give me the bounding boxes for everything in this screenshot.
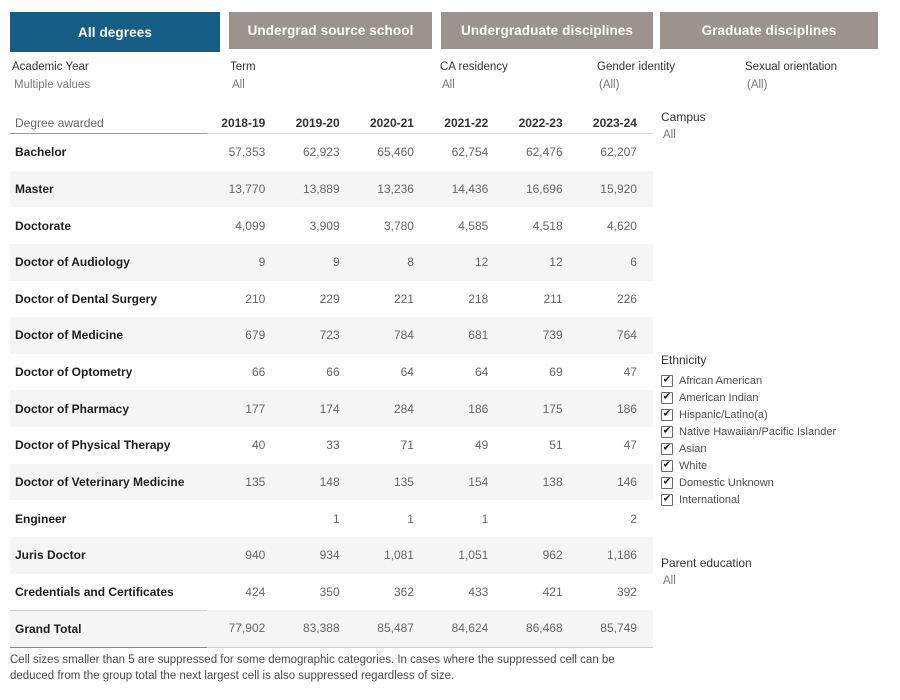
value-cell: 13,889 bbox=[302, 181, 340, 196]
suppression-footnote: Cell sizes smaller than 5 are suppressed for some demographic categories. In cases where the suppressed cell can be deduced from the group total the next largest cell is also suppressed regardless of size. bbox=[10, 654, 615, 682]
checkmark-icon: ✔ bbox=[662, 408, 672, 419]
value-cell: 4,585 bbox=[458, 218, 489, 233]
checkmark-icon: ✔ bbox=[662, 442, 672, 453]
value-cell: 186 bbox=[616, 401, 637, 416]
value-cell: 934 bbox=[319, 548, 340, 563]
checkmark-icon: ✔ bbox=[662, 425, 672, 436]
checkbox[interactable] bbox=[661, 443, 673, 455]
value-cell: 62,207 bbox=[600, 145, 637, 160]
filter-value-dropdown[interactable]: All bbox=[232, 79, 245, 91]
filter-gender-identity bbox=[597, 60, 675, 93]
value-cell: 3,780 bbox=[383, 218, 414, 233]
row-label: Credentials and Certificates bbox=[15, 584, 174, 599]
value-cell: 424 bbox=[245, 584, 266, 599]
table-row bbox=[10, 171, 653, 208]
ethnicity-option-american-indian[interactable] bbox=[661, 389, 836, 406]
value-cell: 4,518 bbox=[532, 218, 563, 233]
value-cell: 350 bbox=[319, 584, 340, 599]
checkbox[interactable] bbox=[661, 375, 673, 387]
value-cell: 284 bbox=[393, 401, 414, 416]
tab-graduate-disciplines[interactable]: Graduate disciplines bbox=[660, 12, 878, 49]
table-row-grand-total bbox=[10, 610, 653, 647]
value-cell: 146 bbox=[616, 474, 637, 489]
row-label: Bachelor bbox=[15, 145, 67, 160]
value-cell: 154 bbox=[468, 474, 489, 489]
table-row bbox=[10, 134, 653, 171]
table-row bbox=[10, 537, 653, 574]
table-row bbox=[10, 317, 653, 354]
table-bottom-border-data-segment bbox=[207, 647, 653, 648]
ethnicity-filter-label: Ethnicity bbox=[661, 353, 707, 367]
value-cell: 12 bbox=[474, 255, 489, 270]
value-cell bbox=[207, 500, 281, 537]
campus-filter-label: Campus bbox=[661, 110, 706, 124]
row-label: Doctor of Pharmacy bbox=[15, 401, 130, 416]
value-cell: 177 bbox=[245, 401, 266, 416]
filter-term bbox=[230, 60, 256, 93]
column-header-2018-19: 2018-19 bbox=[207, 113, 281, 134]
parent-education-filter bbox=[661, 556, 752, 589]
value-cell: 211 bbox=[543, 291, 563, 306]
value-cell: 221 bbox=[393, 291, 414, 306]
table-row bbox=[10, 464, 653, 501]
filter-label: Sexual orientation bbox=[745, 61, 838, 73]
campus-filter-value[interactable]: All bbox=[663, 129, 676, 141]
value-cell: 784 bbox=[393, 328, 414, 343]
row-label: Master bbox=[15, 181, 54, 196]
tab-bar bbox=[0, 0, 900, 56]
value-cell: 3,909 bbox=[309, 218, 340, 233]
checkmark-icon: ✔ bbox=[662, 476, 672, 487]
value-cell: 9 bbox=[258, 255, 266, 270]
row-label: Doctor of Dental Surgery bbox=[15, 291, 158, 306]
value-cell: 15,920 bbox=[600, 181, 637, 196]
value-cell: 77,902 bbox=[228, 621, 266, 636]
value-cell: 362 bbox=[393, 584, 414, 599]
filter-sexual-orientation bbox=[745, 60, 837, 93]
filter-value-dropdown[interactable]: All bbox=[442, 79, 455, 91]
value-cell: 764 bbox=[616, 328, 637, 343]
ethnicity-filter bbox=[661, 353, 836, 508]
table-header-row bbox=[10, 113, 653, 134]
value-cell: 1,081 bbox=[383, 548, 414, 563]
value-cell: 679 bbox=[245, 328, 266, 343]
value-cell: 16,696 bbox=[525, 181, 563, 196]
checkbox-label: International bbox=[679, 493, 740, 506]
value-cell: 174 bbox=[319, 401, 340, 416]
value-cell: 66 bbox=[326, 365, 340, 380]
row-label: Doctor of Veterinary Medicine bbox=[15, 474, 185, 489]
checkbox-label: Hispanic/Latino(a) bbox=[679, 408, 768, 421]
row-label: Grand Total bbox=[10, 610, 207, 647]
table-row bbox=[10, 390, 653, 427]
filter-label: Academic Year bbox=[12, 61, 89, 73]
checkbox[interactable] bbox=[661, 409, 673, 421]
ethnicity-option-list bbox=[661, 372, 836, 508]
value-cell: 62,923 bbox=[302, 145, 340, 160]
value-cell: 392 bbox=[616, 584, 637, 599]
value-cell: 723 bbox=[319, 328, 340, 343]
value-cell: 62,476 bbox=[525, 145, 563, 160]
checkbox-label: Native Hawaiian/Pacific Islander bbox=[679, 425, 837, 438]
ethnicity-option-domestic-unknown[interactable] bbox=[661, 474, 836, 491]
value-cell: 69 bbox=[549, 365, 563, 380]
parent-education-filter-label: Parent education bbox=[661, 556, 752, 570]
checkbox-label: Asian bbox=[679, 442, 707, 455]
value-cell: 138 bbox=[542, 474, 563, 489]
value-cell: 218 bbox=[468, 291, 489, 306]
value-cell: 85,487 bbox=[377, 621, 414, 636]
value-cell: 12 bbox=[549, 255, 563, 270]
filter-academic-year bbox=[12, 60, 90, 93]
value-cell: 64 bbox=[474, 365, 489, 380]
value-cell: 84,624 bbox=[451, 621, 489, 636]
ethnicity-option-african-american[interactable] bbox=[661, 372, 836, 389]
value-cell: 4,620 bbox=[606, 218, 637, 233]
value-cell: 1 bbox=[407, 511, 414, 526]
filter-label: CA residency bbox=[440, 61, 508, 73]
filter-value-dropdown[interactable]: Multiple values bbox=[14, 79, 91, 91]
row-label: Doctor of Physical Therapy bbox=[15, 438, 171, 453]
row-header-label: Degree awarded bbox=[10, 113, 207, 134]
checkbox[interactable] bbox=[661, 392, 673, 404]
value-cell: 71 bbox=[400, 438, 414, 453]
value-cell: 226 bbox=[616, 291, 637, 306]
tab-undergrad-source-school[interactable]: Undergrad source school bbox=[229, 12, 432, 49]
row-label: Doctor of Audiology bbox=[15, 255, 130, 270]
value-cell: 210 bbox=[245, 291, 266, 306]
column-header-2023-24: 2023-24 bbox=[579, 113, 653, 134]
value-cell: 175 bbox=[542, 401, 563, 416]
column-header-2019-20: 2019-20 bbox=[281, 113, 355, 134]
value-cell: 739 bbox=[542, 328, 563, 343]
column-header-2021-22: 2021-22 bbox=[430, 113, 504, 134]
value-cell: 148 bbox=[319, 474, 340, 489]
value-cell: 229 bbox=[319, 291, 340, 306]
checkbox[interactable] bbox=[661, 426, 673, 438]
table-row bbox=[10, 427, 653, 464]
tab-all-degrees[interactable]: All degrees bbox=[10, 12, 220, 52]
value-cell: 2 bbox=[630, 511, 637, 526]
value-cell: 1,051 bbox=[458, 548, 489, 563]
value-cell: 8 bbox=[407, 255, 414, 270]
value-cell: 57,353 bbox=[228, 145, 266, 160]
row-label: Doctor of Medicine bbox=[15, 328, 124, 343]
table-bottom-border-label-segment bbox=[10, 647, 207, 648]
value-cell: 9 bbox=[332, 255, 340, 270]
value-cell: 4,099 bbox=[235, 218, 266, 233]
table-row bbox=[10, 207, 653, 244]
value-cell: 51 bbox=[549, 438, 563, 453]
value-cell: 49 bbox=[474, 438, 489, 453]
value-cell: 433 bbox=[468, 584, 489, 599]
value-cell: 1 bbox=[332, 511, 340, 526]
table-body bbox=[10, 134, 653, 647]
checkmark-icon: ✔ bbox=[662, 374, 672, 385]
value-cell: 83,388 bbox=[302, 621, 340, 636]
checkmark-icon: ✔ bbox=[662, 493, 672, 504]
filter-value-dropdown[interactable]: (All) bbox=[747, 79, 768, 91]
ethnicity-option-hispanic-latino-a-[interactable] bbox=[661, 406, 836, 423]
checkmark-icon: ✔ bbox=[662, 459, 672, 470]
value-cell: 962 bbox=[542, 548, 563, 563]
table-row bbox=[10, 500, 653, 537]
checkbox-label: African American bbox=[679, 374, 763, 387]
tab-undergraduate-disciplines[interactable]: Undergraduate disciplines bbox=[441, 12, 653, 49]
table-bottom-border bbox=[10, 647, 653, 648]
value-cell bbox=[504, 500, 578, 537]
filter-label: Term bbox=[230, 61, 256, 73]
row-label: Juris Doctor bbox=[15, 548, 86, 563]
value-cell: 940 bbox=[245, 548, 266, 563]
value-cell: 186 bbox=[468, 401, 489, 416]
value-cell: 681 bbox=[468, 328, 489, 343]
column-header-2022-23: 2022-23 bbox=[504, 113, 578, 134]
table-row bbox=[10, 574, 653, 611]
degrees-table bbox=[10, 113, 653, 648]
checkbox[interactable] bbox=[661, 460, 673, 472]
value-cell: 40 bbox=[251, 438, 266, 453]
campus-filter bbox=[661, 110, 706, 143]
table-row bbox=[10, 281, 653, 318]
checkbox-label: White bbox=[679, 459, 708, 472]
value-cell: 421 bbox=[542, 584, 563, 599]
table-row bbox=[10, 354, 653, 391]
checkbox[interactable] bbox=[661, 494, 673, 506]
table-row bbox=[10, 244, 653, 281]
filter-value-dropdown[interactable]: (All) bbox=[599, 79, 620, 91]
value-cell: 64 bbox=[400, 365, 414, 380]
value-cell: 13,770 bbox=[228, 181, 266, 196]
value-cell: 47 bbox=[623, 365, 637, 380]
column-header-2020-21: 2020-21 bbox=[356, 113, 430, 134]
row-label: Doctorate bbox=[15, 218, 72, 233]
value-cell: 65,460 bbox=[377, 145, 414, 160]
checkbox[interactable] bbox=[661, 477, 673, 489]
value-cell: 47 bbox=[623, 438, 637, 453]
value-cell: 135 bbox=[245, 474, 266, 489]
value-cell: 33 bbox=[326, 438, 340, 453]
ethnicity-option-white[interactable] bbox=[661, 457, 836, 474]
value-cell: 6 bbox=[630, 255, 637, 270]
parent-education-filter-value[interactable]: All bbox=[663, 575, 676, 587]
value-cell: 14,436 bbox=[451, 181, 489, 196]
checkbox-label: Domestic Unknown bbox=[679, 476, 774, 489]
value-cell: 1,186 bbox=[606, 548, 637, 563]
ethnicity-option-asian[interactable] bbox=[661, 440, 836, 457]
checkmark-icon: ✔ bbox=[662, 391, 672, 402]
row-label: Engineer bbox=[15, 511, 67, 526]
filter-label: Gender identity bbox=[597, 61, 675, 73]
ethnicity-option-international[interactable] bbox=[661, 491, 836, 508]
value-cell: 86,468 bbox=[525, 621, 563, 636]
ethnicity-option-native-hawaiian-pacific-islander[interactable] bbox=[661, 423, 836, 440]
value-cell: 13,236 bbox=[377, 181, 414, 196]
value-cell: 1 bbox=[481, 511, 489, 526]
filter-ca-residency bbox=[440, 60, 508, 93]
value-cell: 135 bbox=[393, 474, 414, 489]
value-cell: 62,754 bbox=[451, 145, 489, 160]
checkbox-label: American Indian bbox=[679, 391, 759, 404]
row-label: Doctor of Optometry bbox=[15, 365, 133, 380]
value-cell: 66 bbox=[251, 365, 266, 380]
value-cell: 85,749 bbox=[600, 621, 637, 636]
